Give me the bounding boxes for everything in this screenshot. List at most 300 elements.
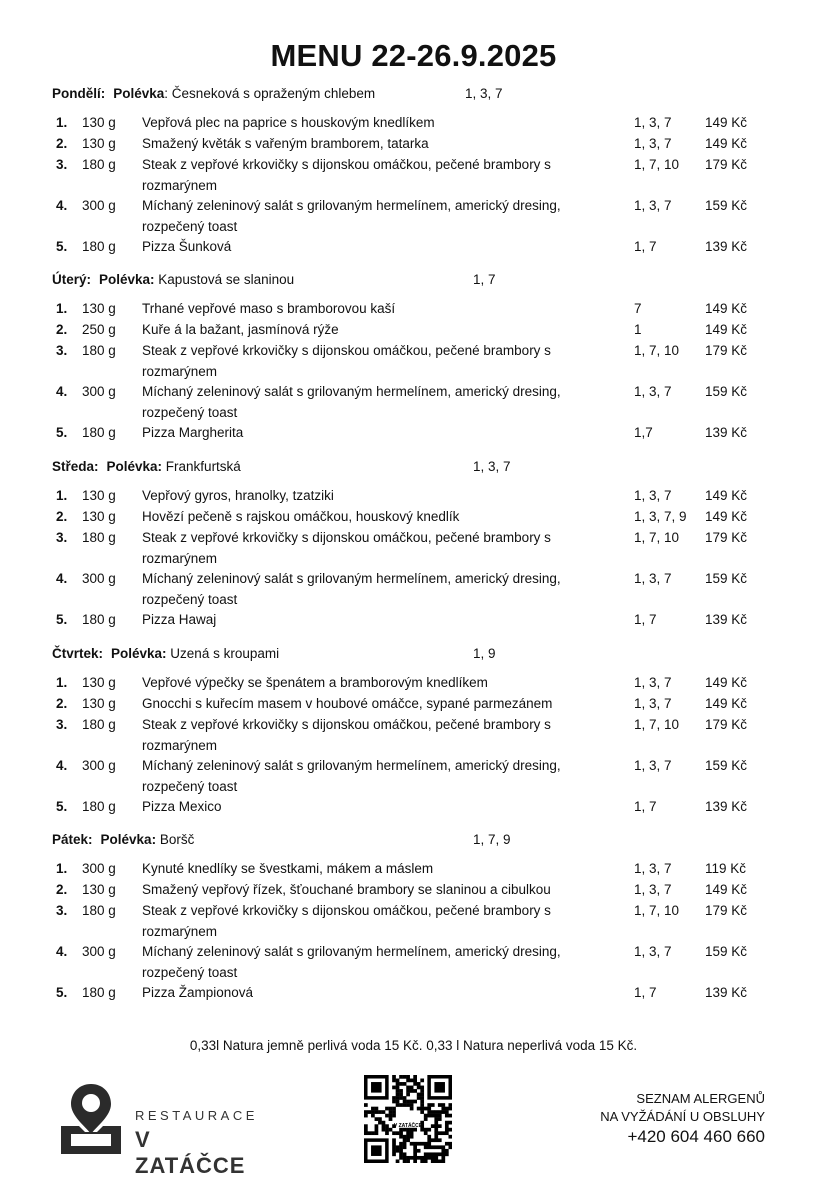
item-number: 5. — [56, 425, 68, 440]
allergens-note-line2: NA VYŽÁDÁNÍ U OBSLUHY — [600, 1109, 765, 1124]
qr-module — [448, 1135, 452, 1139]
item-weight: 180 g — [82, 530, 116, 545]
qr-module — [396, 1145, 400, 1149]
item-weight: 180 g — [82, 799, 116, 814]
qr-module — [396, 1096, 400, 1100]
soup-label: Polévka: — [111, 646, 167, 661]
item-dish: Pizza Margherita — [142, 425, 244, 440]
item-dish: Pizza Mexico — [142, 799, 222, 814]
item-number: 1. — [56, 115, 68, 130]
qr-module — [441, 1156, 445, 1160]
qr-module — [364, 1131, 368, 1135]
qr-module — [413, 1142, 417, 1146]
qr-module — [403, 1096, 407, 1100]
qr-module — [424, 1142, 428, 1146]
qr-module — [396, 1086, 400, 1090]
qr-module — [406, 1089, 410, 1093]
qr-module — [424, 1159, 428, 1163]
item-price: 149 Kč — [705, 488, 748, 503]
qr-module — [385, 1128, 389, 1132]
qr-module — [403, 1152, 407, 1156]
item-weight: 180 g — [82, 612, 116, 627]
qr-module — [438, 1138, 442, 1142]
qr-module — [392, 1110, 396, 1114]
item-weight: 130 g — [82, 301, 116, 316]
qr-module — [445, 1142, 449, 1146]
qr-module — [431, 1110, 435, 1114]
item-allergens: 1, 3, 7 — [634, 861, 672, 876]
qr-module — [364, 1128, 368, 1132]
qr-module — [420, 1107, 424, 1111]
item-dish: Smažený květák s vařeným bramborem, tatarka — [142, 136, 429, 151]
item-allergens: 1, 7, 10 — [634, 343, 680, 358]
item-number: 1. — [56, 301, 68, 316]
item-number: 5. — [56, 612, 68, 627]
item-dish: Steak z vepřové krkovičky s dijonskou omáčkou, pečené brambory s rozmarýnem — [142, 717, 551, 753]
soup-allergens: 1, 3, 7 — [473, 459, 511, 474]
qr-module — [399, 1082, 403, 1086]
qr-module — [441, 1103, 445, 1107]
qr-module — [445, 1114, 449, 1118]
qr-module — [375, 1131, 379, 1135]
qr-module — [410, 1103, 414, 1107]
soup-allergens: 1, 3, 7 — [465, 86, 503, 101]
item-weight: 130 g — [82, 488, 116, 503]
qr-module — [382, 1124, 386, 1128]
item-price: 149 Kč — [705, 301, 748, 316]
item-weight: 130 g — [82, 882, 116, 897]
qr-module — [448, 1142, 452, 1146]
item-number: 3. — [56, 343, 68, 358]
qr-module — [417, 1093, 421, 1097]
qr-module — [406, 1131, 410, 1135]
item-price: 179 Kč — [705, 903, 748, 918]
qr-module — [427, 1152, 431, 1156]
qr-module — [403, 1142, 407, 1146]
item-number: 3. — [56, 903, 68, 918]
item-dish: Míchaný zeleninový salát s grilovaným hermelínem, americký dresing, rozpečený toast — [142, 571, 561, 607]
qr-module — [410, 1142, 414, 1146]
item-weight: 300 g — [82, 861, 116, 876]
qr-module — [399, 1096, 403, 1100]
item-dish: Pizza Hawaj — [142, 612, 217, 627]
qr-module — [427, 1103, 431, 1107]
item-weight: 130 g — [82, 509, 116, 524]
qr-module — [417, 1096, 421, 1100]
item-dish: Vepřový gyros, hranolky, tzatziki — [142, 488, 334, 503]
item-allergens: 1, 3, 7 — [634, 115, 672, 130]
qr-module — [410, 1107, 414, 1111]
qr-module — [441, 1149, 445, 1153]
qr-module — [448, 1114, 452, 1118]
qr-module — [392, 1100, 396, 1104]
item-allergens: 1, 3, 7 — [634, 384, 672, 399]
qr-module — [434, 1110, 438, 1114]
qr-module — [382, 1121, 386, 1125]
soup-allergens: 1, 7 — [473, 272, 496, 287]
qr-module — [399, 1152, 403, 1156]
qr-module — [392, 1075, 396, 1079]
item-dish: Smažený vepřový řízek, šťouchané brambory se slaninou a cibulkou — [142, 882, 551, 897]
item-allergens: 1, 7, 10 — [634, 530, 680, 545]
qr-module — [389, 1107, 393, 1111]
qr-module — [406, 1159, 410, 1163]
qr-module — [431, 1103, 435, 1107]
qr-module — [420, 1110, 424, 1114]
qr-module — [403, 1135, 407, 1139]
qr-module — [392, 1096, 396, 1100]
qr-module — [417, 1156, 421, 1160]
qr-module — [448, 1128, 452, 1132]
footer-info — [600, 1090, 765, 1146]
item-allergens: 1, 3, 7 — [634, 488, 672, 503]
qr-finder — [434, 1082, 445, 1093]
qr-module — [431, 1159, 435, 1163]
item-number: 4. — [56, 944, 68, 959]
item-price: 139 Kč — [705, 612, 748, 627]
qr-module — [417, 1086, 421, 1090]
qr-module — [424, 1114, 428, 1118]
qr-module — [434, 1121, 438, 1125]
soup-allergens: 1, 7, 9 — [473, 832, 511, 847]
item-price: 179 Kč — [705, 717, 748, 732]
soup-name: Kapustová se slaninou — [154, 272, 295, 287]
qr-module — [392, 1107, 396, 1111]
qr-module — [427, 1142, 431, 1146]
qr-module — [420, 1142, 424, 1146]
qr-module — [434, 1135, 438, 1139]
item-dish: Trhané vepřové maso s bramborovou kaší — [142, 301, 396, 316]
qr-module — [389, 1117, 393, 1121]
item-number: 2. — [56, 322, 68, 337]
qr-module — [399, 1131, 403, 1135]
item-dish: Steak z vepřové krkovičky s dijonskou omáčkou, pečené brambory s rozmarýnem — [142, 530, 551, 566]
qr-module — [438, 1124, 442, 1128]
qr-module — [427, 1107, 431, 1111]
day-name: Pondělí: — [52, 86, 106, 101]
item-number: 3. — [56, 717, 68, 732]
qr-module — [385, 1114, 389, 1118]
qr-module — [375, 1107, 379, 1111]
qr-module — [431, 1124, 435, 1128]
qr-code-graphic — [364, 1075, 452, 1163]
qr-module — [427, 1135, 431, 1139]
qr-module — [420, 1096, 424, 1100]
qr-module — [406, 1138, 410, 1142]
day-header — [52, 86, 375, 101]
qr-module — [441, 1131, 445, 1135]
item-allergens: 1, 3, 7 — [634, 882, 672, 897]
qr-module — [410, 1089, 414, 1093]
qr-module — [396, 1079, 400, 1083]
item-price: 179 Kč — [705, 343, 748, 358]
item-weight: 250 g — [82, 322, 116, 337]
item-weight: 180 g — [82, 343, 116, 358]
qr-module — [406, 1100, 410, 1104]
item-allergens: 1, 3, 7 — [634, 944, 672, 959]
soup-name: Frankfurtská — [162, 459, 241, 474]
qr-module — [396, 1159, 400, 1163]
item-number: 1. — [56, 488, 68, 503]
qr-module — [406, 1093, 410, 1097]
item-number: 3. — [56, 157, 68, 172]
qr-module — [434, 1128, 438, 1132]
item-allergens: 1, 3, 7 — [634, 758, 672, 773]
item-price: 159 Kč — [705, 198, 748, 213]
item-dish: Gnocchi s kuřecím masem v houbové omáčce, sypané parmezánem — [142, 696, 553, 711]
qr-module — [420, 1086, 424, 1090]
qr-module — [364, 1110, 368, 1114]
item-allergens: 1, 3, 7 — [634, 675, 672, 690]
qr-module — [424, 1107, 428, 1111]
day-name: Středa: — [52, 459, 99, 474]
item-price: 139 Kč — [705, 425, 748, 440]
qr-module — [403, 1138, 407, 1142]
qr-module — [431, 1145, 435, 1149]
qr-module — [413, 1082, 417, 1086]
day-header — [52, 646, 279, 661]
item-allergens: 1, 7 — [634, 985, 657, 1000]
qr-module — [403, 1159, 407, 1163]
qr-module — [417, 1142, 421, 1146]
qr-module — [399, 1135, 403, 1139]
item-dish: Steak z vepřové krkovičky s dijonskou omáčkou, pečené brambory s rozmarýnem — [142, 903, 551, 939]
qr-module — [375, 1110, 379, 1114]
item-dish: Vepřové výpečky se špenátem a bramborovým knedlíkem — [142, 675, 488, 690]
item-number: 2. — [56, 696, 68, 711]
item-price: 179 Kč — [705, 530, 748, 545]
qr-module — [392, 1149, 396, 1153]
item-weight: 180 g — [82, 239, 116, 254]
item-dish: Steak z vepřové krkovičky s dijonskou omáčkou, pečené brambory s rozmarýnem — [142, 343, 551, 379]
qr-module — [371, 1110, 375, 1114]
qr-module — [392, 1079, 396, 1083]
item-price: 179 Kč — [705, 157, 748, 172]
item-price: 139 Kč — [705, 985, 748, 1000]
qr-module — [396, 1089, 400, 1093]
item-price: 149 Kč — [705, 115, 748, 130]
qr-module — [434, 1117, 438, 1121]
qr-module — [438, 1110, 442, 1114]
qr-module — [434, 1152, 438, 1156]
qr-module — [424, 1117, 428, 1121]
qr-module — [396, 1082, 400, 1086]
item-dish: Hovězí pečeně s rajskou omáčkou, houskový knedlík — [142, 509, 460, 524]
qr-module — [413, 1159, 417, 1163]
qr-module — [385, 1124, 389, 1128]
qr-module — [438, 1103, 442, 1107]
qr-module — [441, 1145, 445, 1149]
qr-module — [392, 1145, 396, 1149]
item-number: 5. — [56, 799, 68, 814]
qr-module — [406, 1156, 410, 1160]
phone-number: +420 604 460 660 — [627, 1127, 765, 1146]
qr-module — [413, 1145, 417, 1149]
qr-module — [438, 1145, 442, 1149]
item-price: 149 Kč — [705, 696, 748, 711]
item-price: 149 Kč — [705, 675, 748, 690]
qr-module — [399, 1075, 403, 1079]
qr-module — [413, 1152, 417, 1156]
item-weight: 180 g — [82, 425, 116, 440]
item-weight: 130 g — [82, 675, 116, 690]
qr-module — [403, 1103, 407, 1107]
qr-module — [420, 1093, 424, 1097]
qr-module — [420, 1159, 424, 1163]
item-weight: 130 g — [82, 136, 116, 151]
soup-allergens: 1, 9 — [473, 646, 496, 661]
qr-module — [431, 1138, 435, 1142]
item-dish: Kynuté knedlíky se švestkami, mákem a máslem — [142, 861, 434, 876]
item-dish: Míchaný zeleninový salát s grilovaným hermelínem, americký dresing, rozpečený toast — [142, 944, 561, 980]
item-price: 149 Kč — [705, 509, 748, 524]
qr-module — [396, 1149, 400, 1153]
qr-module — [403, 1145, 407, 1149]
qr-module — [371, 1114, 375, 1118]
qr-module — [448, 1145, 452, 1149]
qr-module — [441, 1107, 445, 1111]
item-number: 2. — [56, 882, 68, 897]
qr-module — [385, 1107, 389, 1111]
qr-module — [364, 1124, 368, 1128]
qr-module — [382, 1110, 386, 1114]
qr-module — [364, 1114, 368, 1118]
qr-module — [445, 1131, 449, 1135]
qr-module — [371, 1131, 375, 1135]
soup-label: Polévka: — [106, 459, 163, 474]
soup-label: Polévka — [113, 86, 165, 101]
qr-module — [434, 1156, 438, 1160]
qr-module — [406, 1135, 410, 1139]
item-weight: 130 g — [82, 696, 116, 711]
soup-label: Polévka: — [100, 832, 157, 847]
item-price: 139 Kč — [705, 239, 748, 254]
qr-module — [413, 1149, 417, 1153]
item-allergens: 1 — [634, 322, 642, 337]
map-pin-icon — [55, 1080, 127, 1160]
day-header — [52, 272, 294, 287]
day-name: Pátek: — [52, 832, 93, 847]
item-allergens: 1, 7 — [634, 799, 657, 814]
qr-module — [427, 1145, 431, 1149]
item-number: 2. — [56, 509, 68, 524]
item-weight: 300 g — [82, 944, 116, 959]
day-name: Čtvrtek: — [52, 646, 104, 661]
item-price: 159 Kč — [705, 571, 748, 586]
qr-module — [438, 1114, 442, 1118]
qr-module — [441, 1110, 445, 1114]
item-number: 5. — [56, 239, 68, 254]
qr-module — [375, 1117, 379, 1121]
item-number: 1. — [56, 861, 68, 876]
qr-module — [403, 1082, 407, 1086]
qr-module — [413, 1100, 417, 1104]
qr-module — [417, 1149, 421, 1153]
restaurant-logo — [55, 1080, 265, 1178]
qr-module — [410, 1100, 414, 1104]
item-allergens: 1, 3, 7 — [634, 198, 672, 213]
qr-module — [406, 1075, 410, 1079]
qr-module — [424, 1131, 428, 1135]
day-name: Úterý: — [52, 272, 92, 287]
qr-module — [431, 1114, 435, 1118]
item-weight: 130 g — [82, 115, 116, 130]
item-allergens: 1, 7 — [634, 612, 657, 627]
qr-module — [431, 1152, 435, 1156]
qr-module — [420, 1100, 424, 1104]
qr-module — [406, 1103, 410, 1107]
qr-module — [410, 1079, 414, 1083]
qr-module — [427, 1156, 431, 1160]
qr-code — [364, 1075, 452, 1163]
qr-module — [420, 1156, 424, 1160]
qr-module — [403, 1100, 407, 1104]
soup-name: Uzená s kroupami — [166, 646, 280, 661]
day-header — [52, 832, 194, 847]
item-allergens: 1, 7, 10 — [634, 903, 680, 918]
qr-module — [375, 1124, 379, 1128]
item-number: 1. — [56, 675, 68, 690]
item-dish: Míchaný zeleninový salát s grilovaným hermelínem, americký dresing, rozpečený toast — [142, 384, 561, 420]
allergens-note-line1: SEZNAM ALERGENŮ — [636, 1091, 765, 1106]
qr-module — [375, 1128, 379, 1132]
soup-name: Boršč — [156, 832, 195, 847]
qr-module — [441, 1152, 445, 1156]
item-weight: 300 g — [82, 571, 116, 586]
qr-module — [448, 1103, 452, 1107]
qr-module — [371, 1107, 375, 1111]
item-allergens: 1, 3, 7, 9 — [634, 509, 687, 524]
qr-module — [434, 1124, 438, 1128]
qr-module — [448, 1107, 452, 1111]
qr-module — [399, 1103, 403, 1107]
qr-module — [420, 1079, 424, 1083]
qr-module — [410, 1131, 414, 1135]
item-price: 159 Kč — [705, 944, 748, 959]
qr-module — [427, 1138, 431, 1142]
qr-module — [438, 1131, 442, 1135]
qr-module — [445, 1107, 449, 1111]
item-weight: 300 g — [82, 198, 116, 213]
qr-module — [413, 1156, 417, 1160]
day-header — [52, 459, 241, 474]
item-weight: 300 g — [82, 384, 116, 399]
qr-module — [427, 1114, 431, 1118]
qr-module — [403, 1075, 407, 1079]
item-weight: 180 g — [82, 717, 116, 732]
qr-module — [434, 1145, 438, 1149]
qr-module — [389, 1114, 393, 1118]
qr-module — [392, 1114, 396, 1118]
qr-module — [445, 1149, 449, 1153]
qr-module — [392, 1152, 396, 1156]
qr-module — [420, 1089, 424, 1093]
qr-module — [392, 1142, 396, 1146]
item-price: 159 Kč — [705, 758, 748, 773]
qr-module — [434, 1159, 438, 1163]
qr-module — [438, 1159, 442, 1163]
item-dish: Pizza Šunková — [142, 239, 232, 254]
qr-module — [445, 1110, 449, 1114]
qr-module — [385, 1131, 389, 1135]
item-allergens: 7 — [634, 301, 642, 316]
qr-module — [399, 1089, 403, 1093]
item-price: 119 Kč — [705, 861, 747, 876]
qr-module — [424, 1152, 428, 1156]
qr-module — [382, 1128, 386, 1132]
qr-finder — [371, 1082, 382, 1093]
qr-module — [392, 1138, 396, 1142]
